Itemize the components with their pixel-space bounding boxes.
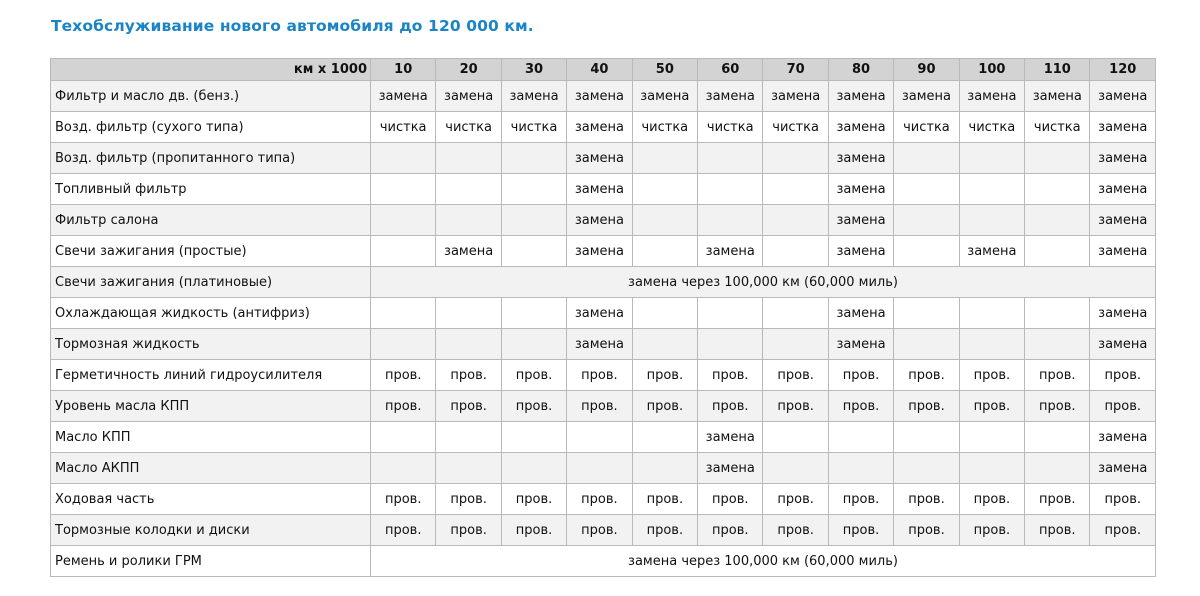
service-cell bbox=[632, 453, 697, 484]
service-cell: пров. bbox=[894, 515, 959, 546]
table-row bbox=[51, 112, 1156, 143]
service-cell: замена bbox=[501, 81, 566, 112]
table-row bbox=[51, 143, 1156, 174]
service-cell: пров. bbox=[371, 360, 436, 391]
service-cell: замена bbox=[567, 236, 632, 267]
service-cell bbox=[632, 236, 697, 267]
mileage-header: 20 bbox=[436, 59, 501, 81]
service-item-label: Возд. фильтр (пропитанного типа) bbox=[51, 143, 371, 174]
table-row bbox=[51, 515, 1156, 546]
service-cell bbox=[959, 205, 1024, 236]
service-cell: пров. bbox=[763, 360, 828, 391]
maintenance-schedule-table bbox=[50, 58, 1156, 577]
service-cell: замена bbox=[1090, 329, 1156, 360]
service-cell bbox=[371, 422, 436, 453]
service-cell: пров. bbox=[1025, 515, 1090, 546]
service-cell bbox=[698, 174, 763, 205]
service-cell bbox=[1025, 143, 1090, 174]
mileage-header: 90 bbox=[894, 59, 959, 81]
service-cell: замена bbox=[828, 298, 893, 329]
table-row bbox=[51, 174, 1156, 205]
table-row bbox=[51, 422, 1156, 453]
service-cell: замена bbox=[828, 205, 893, 236]
table-row bbox=[51, 329, 1156, 360]
page-title: Техобслуживание нового автомобиля до 120 000 км. bbox=[51, 17, 534, 35]
service-cell: замена bbox=[1090, 236, 1156, 267]
service-cell: замена bbox=[698, 81, 763, 112]
mileage-header: 80 bbox=[828, 59, 893, 81]
header-row bbox=[51, 59, 1156, 81]
service-cell bbox=[567, 422, 632, 453]
service-cell bbox=[632, 174, 697, 205]
service-cell bbox=[894, 453, 959, 484]
service-cell bbox=[501, 329, 566, 360]
service-cell: пров. bbox=[436, 360, 501, 391]
service-cell bbox=[763, 174, 828, 205]
mileage-header: 110 bbox=[1025, 59, 1090, 81]
service-cell bbox=[371, 236, 436, 267]
service-cell: замена bbox=[567, 298, 632, 329]
service-cell: пров. bbox=[828, 515, 893, 546]
service-item-label: Возд. фильтр (сухого типа) bbox=[51, 112, 371, 143]
service-cell bbox=[763, 298, 828, 329]
service-cell bbox=[894, 236, 959, 267]
service-cell: чистка bbox=[436, 112, 501, 143]
service-cell bbox=[567, 453, 632, 484]
service-cell bbox=[959, 453, 1024, 484]
service-cell bbox=[371, 453, 436, 484]
service-cell: пров. bbox=[698, 391, 763, 422]
service-cell: пров. bbox=[763, 391, 828, 422]
mileage-header: 120 bbox=[1090, 59, 1156, 81]
service-cell: замена bbox=[1090, 174, 1156, 205]
service-cell: замена bbox=[436, 236, 501, 267]
service-cell bbox=[501, 236, 566, 267]
service-cell bbox=[632, 205, 697, 236]
table-row bbox=[51, 484, 1156, 515]
table-row bbox=[51, 546, 1156, 577]
service-cell: пров. bbox=[959, 391, 1024, 422]
service-cell: замена bbox=[1025, 81, 1090, 112]
service-cell: замена bbox=[567, 205, 632, 236]
service-cell bbox=[959, 174, 1024, 205]
mileage-unit-header: км х 1000 bbox=[51, 59, 371, 81]
service-cell bbox=[959, 298, 1024, 329]
service-cell: замена bbox=[567, 329, 632, 360]
service-cell: пров. bbox=[632, 515, 697, 546]
service-item-label: Ремень и ролики ГРМ bbox=[51, 546, 371, 577]
service-cell: пров. bbox=[436, 515, 501, 546]
service-cell: пров. bbox=[1090, 515, 1156, 546]
service-cell: замена bbox=[567, 112, 632, 143]
service-cell bbox=[436, 174, 501, 205]
service-cell bbox=[763, 205, 828, 236]
table-row bbox=[51, 81, 1156, 112]
mileage-header: 100 bbox=[959, 59, 1024, 81]
service-cell: замена bbox=[436, 81, 501, 112]
service-cell: чистка bbox=[632, 112, 697, 143]
service-cell: пров. bbox=[959, 515, 1024, 546]
service-cell bbox=[828, 453, 893, 484]
service-cell: пров. bbox=[371, 484, 436, 515]
service-cell bbox=[1025, 236, 1090, 267]
service-cell: замена bbox=[698, 422, 763, 453]
service-cell: замена bbox=[1090, 453, 1156, 484]
service-cell bbox=[959, 329, 1024, 360]
service-cell: замена bbox=[567, 174, 632, 205]
service-cell bbox=[698, 298, 763, 329]
service-item-label: Охлаждающая жидкость (антифриз) bbox=[51, 298, 371, 329]
service-cell: пров. bbox=[894, 391, 959, 422]
service-cell bbox=[698, 205, 763, 236]
table-row bbox=[51, 391, 1156, 422]
service-cell bbox=[436, 143, 501, 174]
service-cell: пров. bbox=[1090, 360, 1156, 391]
service-cell: замена bbox=[698, 453, 763, 484]
service-cell bbox=[632, 422, 697, 453]
service-cell bbox=[1025, 205, 1090, 236]
service-cell bbox=[371, 298, 436, 329]
service-item-label: Тормозная жидкость bbox=[51, 329, 371, 360]
service-cell: пров. bbox=[1025, 360, 1090, 391]
service-cell bbox=[698, 143, 763, 174]
service-cell: пров. bbox=[436, 484, 501, 515]
service-cell bbox=[959, 143, 1024, 174]
service-cell: замена bbox=[763, 81, 828, 112]
service-cell bbox=[894, 329, 959, 360]
service-cell bbox=[501, 298, 566, 329]
service-cell: замена bbox=[1090, 112, 1156, 143]
service-cell: замена bbox=[828, 81, 893, 112]
service-cell bbox=[763, 422, 828, 453]
service-cell bbox=[501, 174, 566, 205]
service-cell bbox=[436, 205, 501, 236]
table-row bbox=[51, 205, 1156, 236]
service-cell: пров. bbox=[501, 360, 566, 391]
service-cell bbox=[894, 143, 959, 174]
service-item-label: Уровень масла КПП bbox=[51, 391, 371, 422]
table-row bbox=[51, 360, 1156, 391]
service-cell bbox=[436, 298, 501, 329]
service-cell: замена bbox=[828, 329, 893, 360]
table-row bbox=[51, 298, 1156, 329]
service-cell: пров. bbox=[567, 484, 632, 515]
mileage-header: 30 bbox=[501, 59, 566, 81]
service-cell: замена bbox=[959, 81, 1024, 112]
service-cell bbox=[371, 329, 436, 360]
service-cell: пров. bbox=[698, 484, 763, 515]
service-note-cell: замена через 100,000 км (60,000 миль) bbox=[371, 267, 1156, 298]
mileage-header: 10 bbox=[371, 59, 436, 81]
service-cell bbox=[1025, 422, 1090, 453]
service-cell: замена bbox=[894, 81, 959, 112]
service-cell: пров. bbox=[1090, 484, 1156, 515]
service-cell: замена bbox=[828, 174, 893, 205]
service-cell: замена bbox=[567, 81, 632, 112]
service-item-label: Фильтр и масло дв. (бенз.) bbox=[51, 81, 371, 112]
service-cell bbox=[763, 329, 828, 360]
service-cell: пров. bbox=[698, 360, 763, 391]
service-cell: пров. bbox=[698, 515, 763, 546]
service-cell: пров. bbox=[436, 391, 501, 422]
service-cell: замена bbox=[1090, 81, 1156, 112]
service-item-label: Ходовая часть bbox=[51, 484, 371, 515]
table-row bbox=[51, 453, 1156, 484]
table-row bbox=[51, 267, 1156, 298]
service-cell bbox=[894, 174, 959, 205]
service-cell bbox=[501, 205, 566, 236]
service-cell: пров. bbox=[567, 360, 632, 391]
service-cell bbox=[763, 453, 828, 484]
service-cell bbox=[632, 143, 697, 174]
service-item-label: Масло КПП bbox=[51, 422, 371, 453]
service-item-label: Фильтр салона bbox=[51, 205, 371, 236]
service-cell: замена bbox=[1090, 143, 1156, 174]
service-cell: пров. bbox=[1090, 391, 1156, 422]
service-cell bbox=[632, 298, 697, 329]
service-cell bbox=[894, 422, 959, 453]
service-item-label: Свечи зажигания (платиновые) bbox=[51, 267, 371, 298]
service-cell bbox=[371, 143, 436, 174]
service-cell bbox=[371, 205, 436, 236]
service-item-label: Тормозные колодки и диски bbox=[51, 515, 371, 546]
service-cell bbox=[959, 422, 1024, 453]
service-cell: чистка bbox=[894, 112, 959, 143]
service-cell: пров. bbox=[632, 360, 697, 391]
service-cell: замена bbox=[632, 81, 697, 112]
service-item-label: Масло АКПП bbox=[51, 453, 371, 484]
service-cell bbox=[436, 453, 501, 484]
service-cell bbox=[894, 205, 959, 236]
service-cell: пров. bbox=[567, 515, 632, 546]
service-item-label: Свечи зажигания (простые) bbox=[51, 236, 371, 267]
service-cell bbox=[632, 329, 697, 360]
service-cell: пров. bbox=[1025, 391, 1090, 422]
service-cell: пров. bbox=[763, 484, 828, 515]
service-cell: пров. bbox=[501, 515, 566, 546]
service-cell: пров. bbox=[632, 391, 697, 422]
service-cell: чистка bbox=[371, 112, 436, 143]
service-cell: пров. bbox=[371, 391, 436, 422]
service-cell: чистка bbox=[959, 112, 1024, 143]
service-cell: пров. bbox=[828, 360, 893, 391]
service-cell: замена bbox=[959, 236, 1024, 267]
service-cell bbox=[698, 329, 763, 360]
service-cell bbox=[501, 422, 566, 453]
service-cell: чистка bbox=[1025, 112, 1090, 143]
service-cell bbox=[501, 143, 566, 174]
service-cell: чистка bbox=[501, 112, 566, 143]
service-cell bbox=[436, 329, 501, 360]
service-cell bbox=[894, 298, 959, 329]
service-cell: замена bbox=[1090, 298, 1156, 329]
service-cell bbox=[763, 143, 828, 174]
service-cell: замена bbox=[1090, 422, 1156, 453]
service-cell: замена bbox=[828, 236, 893, 267]
service-cell: пров. bbox=[894, 360, 959, 391]
service-cell: пров. bbox=[1025, 484, 1090, 515]
mileage-header: 40 bbox=[567, 59, 632, 81]
mileage-header: 70 bbox=[763, 59, 828, 81]
service-cell: пров. bbox=[567, 391, 632, 422]
service-cell bbox=[1025, 298, 1090, 329]
service-cell bbox=[501, 453, 566, 484]
service-cell: замена bbox=[698, 236, 763, 267]
service-cell: пров. bbox=[828, 391, 893, 422]
service-cell: пров. bbox=[959, 360, 1024, 391]
service-cell: пров. bbox=[894, 484, 959, 515]
service-cell bbox=[371, 174, 436, 205]
mileage-header: 60 bbox=[698, 59, 763, 81]
service-cell: чистка bbox=[763, 112, 828, 143]
service-cell: замена bbox=[371, 81, 436, 112]
service-cell bbox=[1025, 453, 1090, 484]
service-cell: пров. bbox=[371, 515, 436, 546]
service-cell: пров. bbox=[501, 484, 566, 515]
service-cell: пров. bbox=[501, 391, 566, 422]
service-cell: замена bbox=[1090, 205, 1156, 236]
service-cell: чистка bbox=[698, 112, 763, 143]
service-cell bbox=[828, 422, 893, 453]
service-cell bbox=[436, 422, 501, 453]
service-cell: замена bbox=[828, 112, 893, 143]
service-cell: замена bbox=[567, 143, 632, 174]
service-note-cell: замена через 100,000 км (60,000 миль) bbox=[371, 546, 1156, 577]
table-row bbox=[51, 236, 1156, 267]
service-item-label: Топливный фильтр bbox=[51, 174, 371, 205]
service-cell: пров. bbox=[828, 484, 893, 515]
service-cell: замена bbox=[828, 143, 893, 174]
service-cell bbox=[1025, 329, 1090, 360]
service-cell bbox=[763, 236, 828, 267]
mileage-header: 50 bbox=[632, 59, 697, 81]
service-cell: пров. bbox=[763, 515, 828, 546]
service-cell: пров. bbox=[632, 484, 697, 515]
service-cell: пров. bbox=[959, 484, 1024, 515]
service-item-label: Герметичность линий гидроусилителя bbox=[51, 360, 371, 391]
service-cell bbox=[1025, 174, 1090, 205]
